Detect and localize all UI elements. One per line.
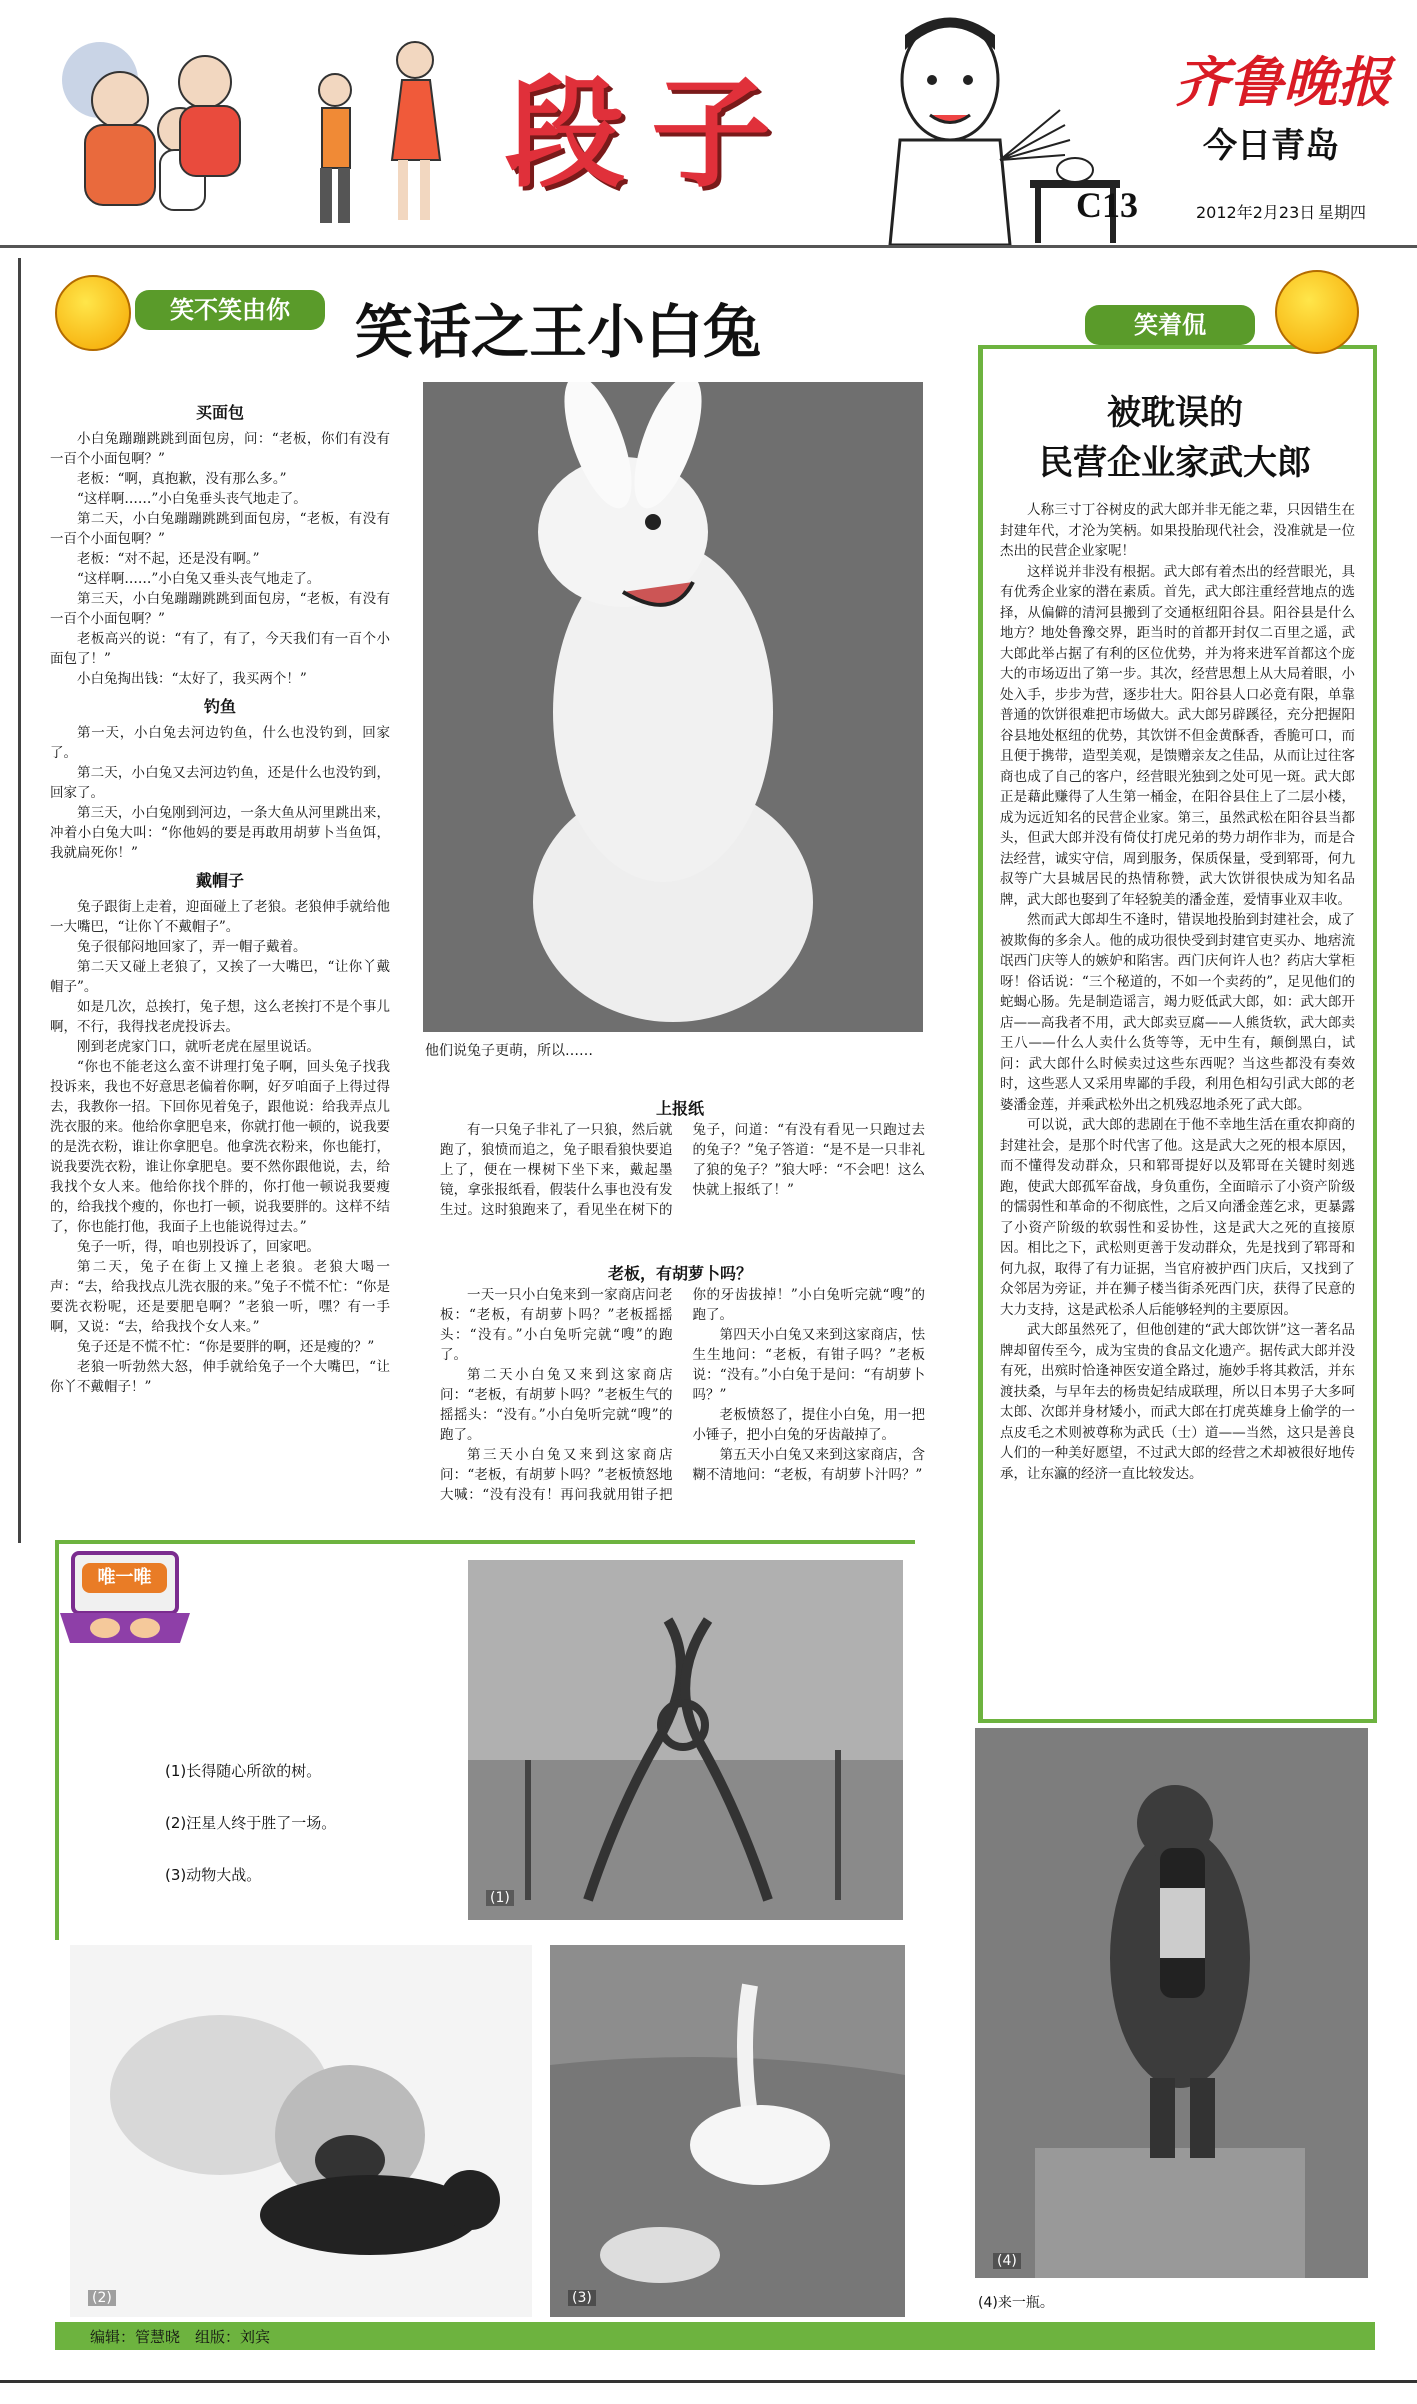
grin-smiley-icon — [55, 275, 131, 351]
paper-name-logo: 齐鲁晚报 — [1175, 50, 1391, 114]
paragraph: 小白兔蹦蹦跳跳到面包房，问：“老板，你们有没有一百个小面包啊？” — [50, 431, 390, 467]
page-number: C13 — [1076, 185, 1138, 225]
bottom-top-rule — [55, 1540, 915, 1544]
paragraph: “这样啊……”小白兔垂头丧气地走了。 — [77, 491, 307, 507]
right-headline-line1: 被耽误的 — [1107, 393, 1243, 433]
newspaper-joke-text — [440, 1120, 925, 1220]
caption-item: (2)汪星人终于胜了一场。 — [165, 1814, 337, 1832]
section-badge-bottom: 唯一唯 — [82, 1563, 167, 1593]
header-divider — [0, 245, 1417, 248]
paragraph: 如是几次，总挨打，兔子想，这么老挨打不是个事儿啊，不行，我得找老虎投诉去。 — [50, 999, 390, 1035]
paragraph: “你也不能老这么蛮不讲理打兔子啊，回头兔子找我投诉来，我也不好意思老偏着你啊，好歹咱面子上得过得去，我教你一招。下回你见着兔子，跟他说：给我弄点儿洗衣服的来。他给你拿肥皂来，你就打他一顿的，说我要的是洗衣粉，谁让你拿肥皂。他拿洗衣粉来，你也能打，说我要洗衣粉，谁让你拿肥皂。要不然你跟他说，去，给我找个女人来。他给你找个胖的，你打他一顿说我要瘦的，给我找个瘦的，你也打一顿，说我要胖的。这样不结了，你也能打他，我面子上也能说得过去。” — [50, 1059, 390, 1235]
joke-title: 上报纸 — [655, 1099, 704, 1118]
laughing-smiley-icon — [1275, 270, 1359, 354]
paragraph: 第二天，小白兔蹦蹦跳跳到面包房，“老板，有没有一百个小面包啊？” — [50, 511, 390, 547]
issue-weekday: 星期四 — [1318, 203, 1367, 222]
paragraph: 兔子跟街上走着，迎面碰上了老狼。老狼伸手就给他一大嘴巴，“让你丫不戴帽子”。 — [50, 899, 390, 935]
paragraph: 刚到老虎家门口，就听老虎在屋里说话。 — [77, 1039, 320, 1055]
figure-label: (2) — [88, 2290, 116, 2306]
figure-label: (3) — [568, 2290, 596, 2306]
joke-title: 老板，有胡萝卜吗？ — [607, 1264, 752, 1283]
paragraph: 第一天，小白兔去河边钓鱼，什么也没钓到，回家了。 — [50, 725, 390, 761]
bottom-captions — [165, 1745, 336, 1901]
paragraph: 老板：“对不起，还是没有啊。” — [77, 551, 260, 567]
paragraph: 人称三寸丁谷树皮的武大郎并非无能之辈，只因错生在封建年代，才沦为笑柄。如果投胎现代社会，没准就是一位杰出的民营企业家呢！ — [1000, 502, 1355, 559]
paragraph: 兔子一听，得，咱也别投诉了，回家吧。 — [77, 1239, 320, 1255]
paragraph: 老狼一听勃然大怒，伸手就给兔子一个大嘴巴，“让你丫不戴帽子！” — [50, 1359, 390, 1395]
right-headline-line2: 民营企业家武大郎 — [1039, 443, 1311, 483]
section-badge-right: 笑着侃 — [1085, 305, 1255, 345]
right-headline — [990, 388, 1360, 488]
main-headline: 笑话之王小白兔 — [355, 298, 762, 366]
paragraph: 这样说并非没有根据。武大郎有着杰出的经营眼光，具有优秀企业家的潜在素质。首先，武大郎注重经营地点的选择，从偏僻的清河县搬到了交通枢纽阳谷县。阳谷县是什么地方？地处鲁豫交界，距当时的首都开封仅二百里之遥，武大郎此举占据了有利的区位优势，并为将来进军首都这个庞大的市场迈出了第一步。其次，经营思想上从大局着眼，小处入手，步步为营，逐步壮大。阳谷县人口必竟有限，单靠普通的饮饼很难把市场做大。武大郎另辟蹊径，充分把握阳谷县地处枢纽的优势，其饮饼不但金黄酥香，香脆可口，而且便于携带，造型美观，是馈赠亲友之佳品，从而让过往客商也成了自己的客户，经营眼光独到之处可见一斑。武大郎正是藉此赚得了人生第一桶金，在阳谷县住上了二层小楼，成为远近知名的民营企业家。第三，虽然武松在阳谷县当都头，但武大郎并没有倚仗打虎兄弟的势力胡作非为，而是合法经营，诚实守信，周到服务，保质保量，受到郓哥，何九叔等广大县城居民的热情称赞，武大饮饼很快成为知名品牌，武大郎也娶到了年轻貌美的潘金莲，爱情事业双丰收。 — [1000, 563, 1355, 908]
paragraph: 老板愤怒了，提住小白兔，用一把小锤子，把小白兔的牙齿敲掉了。 — [692, 1407, 925, 1443]
jokes-column — [50, 395, 390, 1510]
section-badge-left: 笑不笑由你 — [135, 290, 325, 330]
paragraph: 第二天又碰上老狼了，又挨了一大嘴巴，“让你丫戴帽子”。 — [50, 959, 390, 995]
masthead — [0, 0, 1417, 250]
caption-item: (3)动物大战。 — [165, 1866, 262, 1884]
editor-credit: 编辑：管慧晓 组版：刘宾 — [90, 2328, 271, 2346]
left-border — [18, 258, 21, 1543]
paragraph: 第四天小白兔又来到这家商店，怯生生地问：“老板，有钳子吗？”老板说：“没有。”小白兔于是问：“有胡萝卜吗？” — [692, 1327, 925, 1403]
paragraph: 可以说，武大郎的悲剧在于他不幸地生活在重农抑商的封建社会，是那个时代害了他。这是武大之死的根本原因，而不懂得发动群众，只和郓哥提好以及郓哥在关键时刻逃跑，使武大郎孤军奋战，身负重伤，全面暗示了小资产阶级的懦弱性和革命的不彻底性，之后又向潘金莲乞求，更暴露了小资产阶级的软弱性和妥协性，这是武大之死的直接原因。相比之下，武松则更善于发动群众，先是找到了郓哥和何九叔，取得了有力证据，当官府被护西门庆后，又找到了众邻居为旁证，并在狮子楼当街杀死西门庆，获得了民意的大力支持，这是武松杀人后能够轻判的主要原因。 — [1000, 1117, 1355, 1318]
paragraph: 第三天，小白兔刚到河边，一条大鱼从河里跳出来，冲着小白兔大叫：“你他妈的要是再敢用胡萝卜当鱼饵，我就扁死你！” — [50, 805, 390, 861]
joke-title: 钓鱼 — [203, 697, 236, 716]
paragraph: 武大郎虽然死了，但他创建的“武大郎饮饼”这一著名品牌却留传至今，成为宝贵的食品文化遗产。据传武大郎并没有死，出殡时恰逢神医安道全路过，施妙手将其救活，并东渡扶桑，与早年去的杨贵妃结成联理，所以日本男子大多呵太郎、次郎并身材矮小，而武大郎在打虎英雄身上偷学的一点皮毛之术则被尊称为武氏（士）道——当然，这只是善良人们的一种美好愿望，不过武大郎的经营之术却被很好地传承，让东瀛的经济一直比较发达。 — [1000, 1322, 1355, 1482]
paragraph: 一天一只小白兔来到一家商店问老板：“老板，有胡萝卜吗？”老板摇摇头：“没有。”小白兔听完就“嗖”的跑了。 — [440, 1287, 673, 1363]
paragraph: 然而武大郎却生不逢时，错误地投胎到封建社会，成了被欺侮的多余人。他的成功很快受到封建官吏买办、地痞流氓西门庆等人的嫉妒和陷害。西门庆何许人也？药店大掌柜呀！俗话说：“三个秘道的，不如一个卖药的”，足见他们的蛇蝎心肠。先是制造谣言，竭力贬低武大郎，如：武大郎开店——高我者不用，武大郎卖豆腐——人熊货软，武大郎卖王八——什么人卖什么货等等，无中生有，颠倒黑白，试问：武大郎什么时候卖过这些东西呢？当这些都没有奏效时，这些恶人又采用卑鄙的手段，利用色相勾引武大郎的老婆潘金莲，并乘武松外出之机残忍地杀死了武大郎。 — [1000, 912, 1355, 1113]
paragraph: 第五天小白兔又来到这家商店，含糊不清地问：“老板，有胡萝卜汁吗？” — [692, 1447, 925, 1483]
paragraph: 第二天，小白兔又去河边钓鱼，还是什么也没钓到，回家了。 — [50, 765, 390, 801]
paragraph: 兔子很郁闷地回家了，弄一帽子戴着。 — [77, 939, 307, 955]
caption-item: (1)长得随心所欲的树。 — [165, 1762, 322, 1780]
paragraph: 第二天小白兔又来到这家商店问：“老板，有胡萝卜吗？”老板生气的摇摇头：“没有。”小白兔听完就“嗖”的跑了。 — [440, 1367, 673, 1443]
pug-cat-photo — [70, 1945, 532, 2317]
paragraph: 第三天小白兔又来到这家商店问：“老板，有胡萝卜吗？”老板愤怒地大喊：“没有没有！再问我就用钳子把你的牙齿拔掉！”小白兔听完就“嗖”的跑了。 — [440, 1287, 925, 1503]
cartoon-family-illustration — [30, 20, 450, 240]
bottom-rule — [0, 2380, 1417, 2383]
paragraph: “这样啊……”小白兔又垂头丧气地走了。 — [77, 571, 321, 587]
figure-label: (4) — [993, 2253, 1021, 2269]
dog-bunny-ears-photo — [423, 382, 923, 1032]
issue-date: 2012年2月23日 — [1196, 203, 1316, 222]
paragraph: 第三天，小白兔蹦蹦跳跳到面包房，“老板，有没有一百个小面包啊？” — [50, 591, 390, 627]
masthead-title: 段子 — [505, 63, 797, 204]
wudalang-article — [1000, 500, 1355, 1700]
edition-name: 今日青岛 — [1203, 126, 1339, 166]
swan-dog-photo — [550, 1945, 905, 2317]
joke-title: 买面包 — [195, 403, 244, 422]
paragraph: 老板：“啊，真抱歉，没有那么多。” — [77, 471, 287, 487]
dog-photo-caption: 他们说兔子更萌，所以…… — [425, 1043, 593, 1059]
joke-title: 戴帽子 — [195, 871, 244, 890]
gopher-caption: (4)来一瓶。 — [978, 2295, 1054, 2311]
paragraph: 第二天，兔子在街上又撞上老狼。老狼大喝一声：“去，给我找点儿洗衣服的来。”兔子不慌不忙：“你是要洗衣粉呢，还是要肥皂啊？”老狼一听，嘿？有一手啊，又说：“去，给我找个女人来。” — [50, 1259, 390, 1335]
tree-photo — [468, 1560, 903, 1920]
paragraph: 兔子还是不慌不忙：“你是要胖的啊，还是瘦的？” — [77, 1339, 375, 1355]
paragraph: 小白兔掏出钱：“太好了，我买两个！” — [77, 671, 307, 687]
figure-label: (1) — [486, 1890, 514, 1906]
paragraph: 老板高兴的说：“有了，有了，今天我们有一百个小面包了！” — [50, 631, 390, 667]
carrot-joke-text — [440, 1285, 925, 1515]
paragraph: 有一只兔子非礼了一只狼，然后就跑了，狼愤而追之，兔子眼看狼快要追上了，便在一棵树下坐下来，戴起墨镜，拿张报纸看，假装什么事也没有发生过。这时狼跑来了，看见坐在树下的兔子，问道：“有没有看见一只跑过去的兔子？”兔子答道：“是不是一只非礼了狼的兔子？”狼大呼：“不会吧！这么快就上报纸了！” — [440, 1122, 925, 1218]
gopher-bottle-photo — [975, 1728, 1368, 2278]
